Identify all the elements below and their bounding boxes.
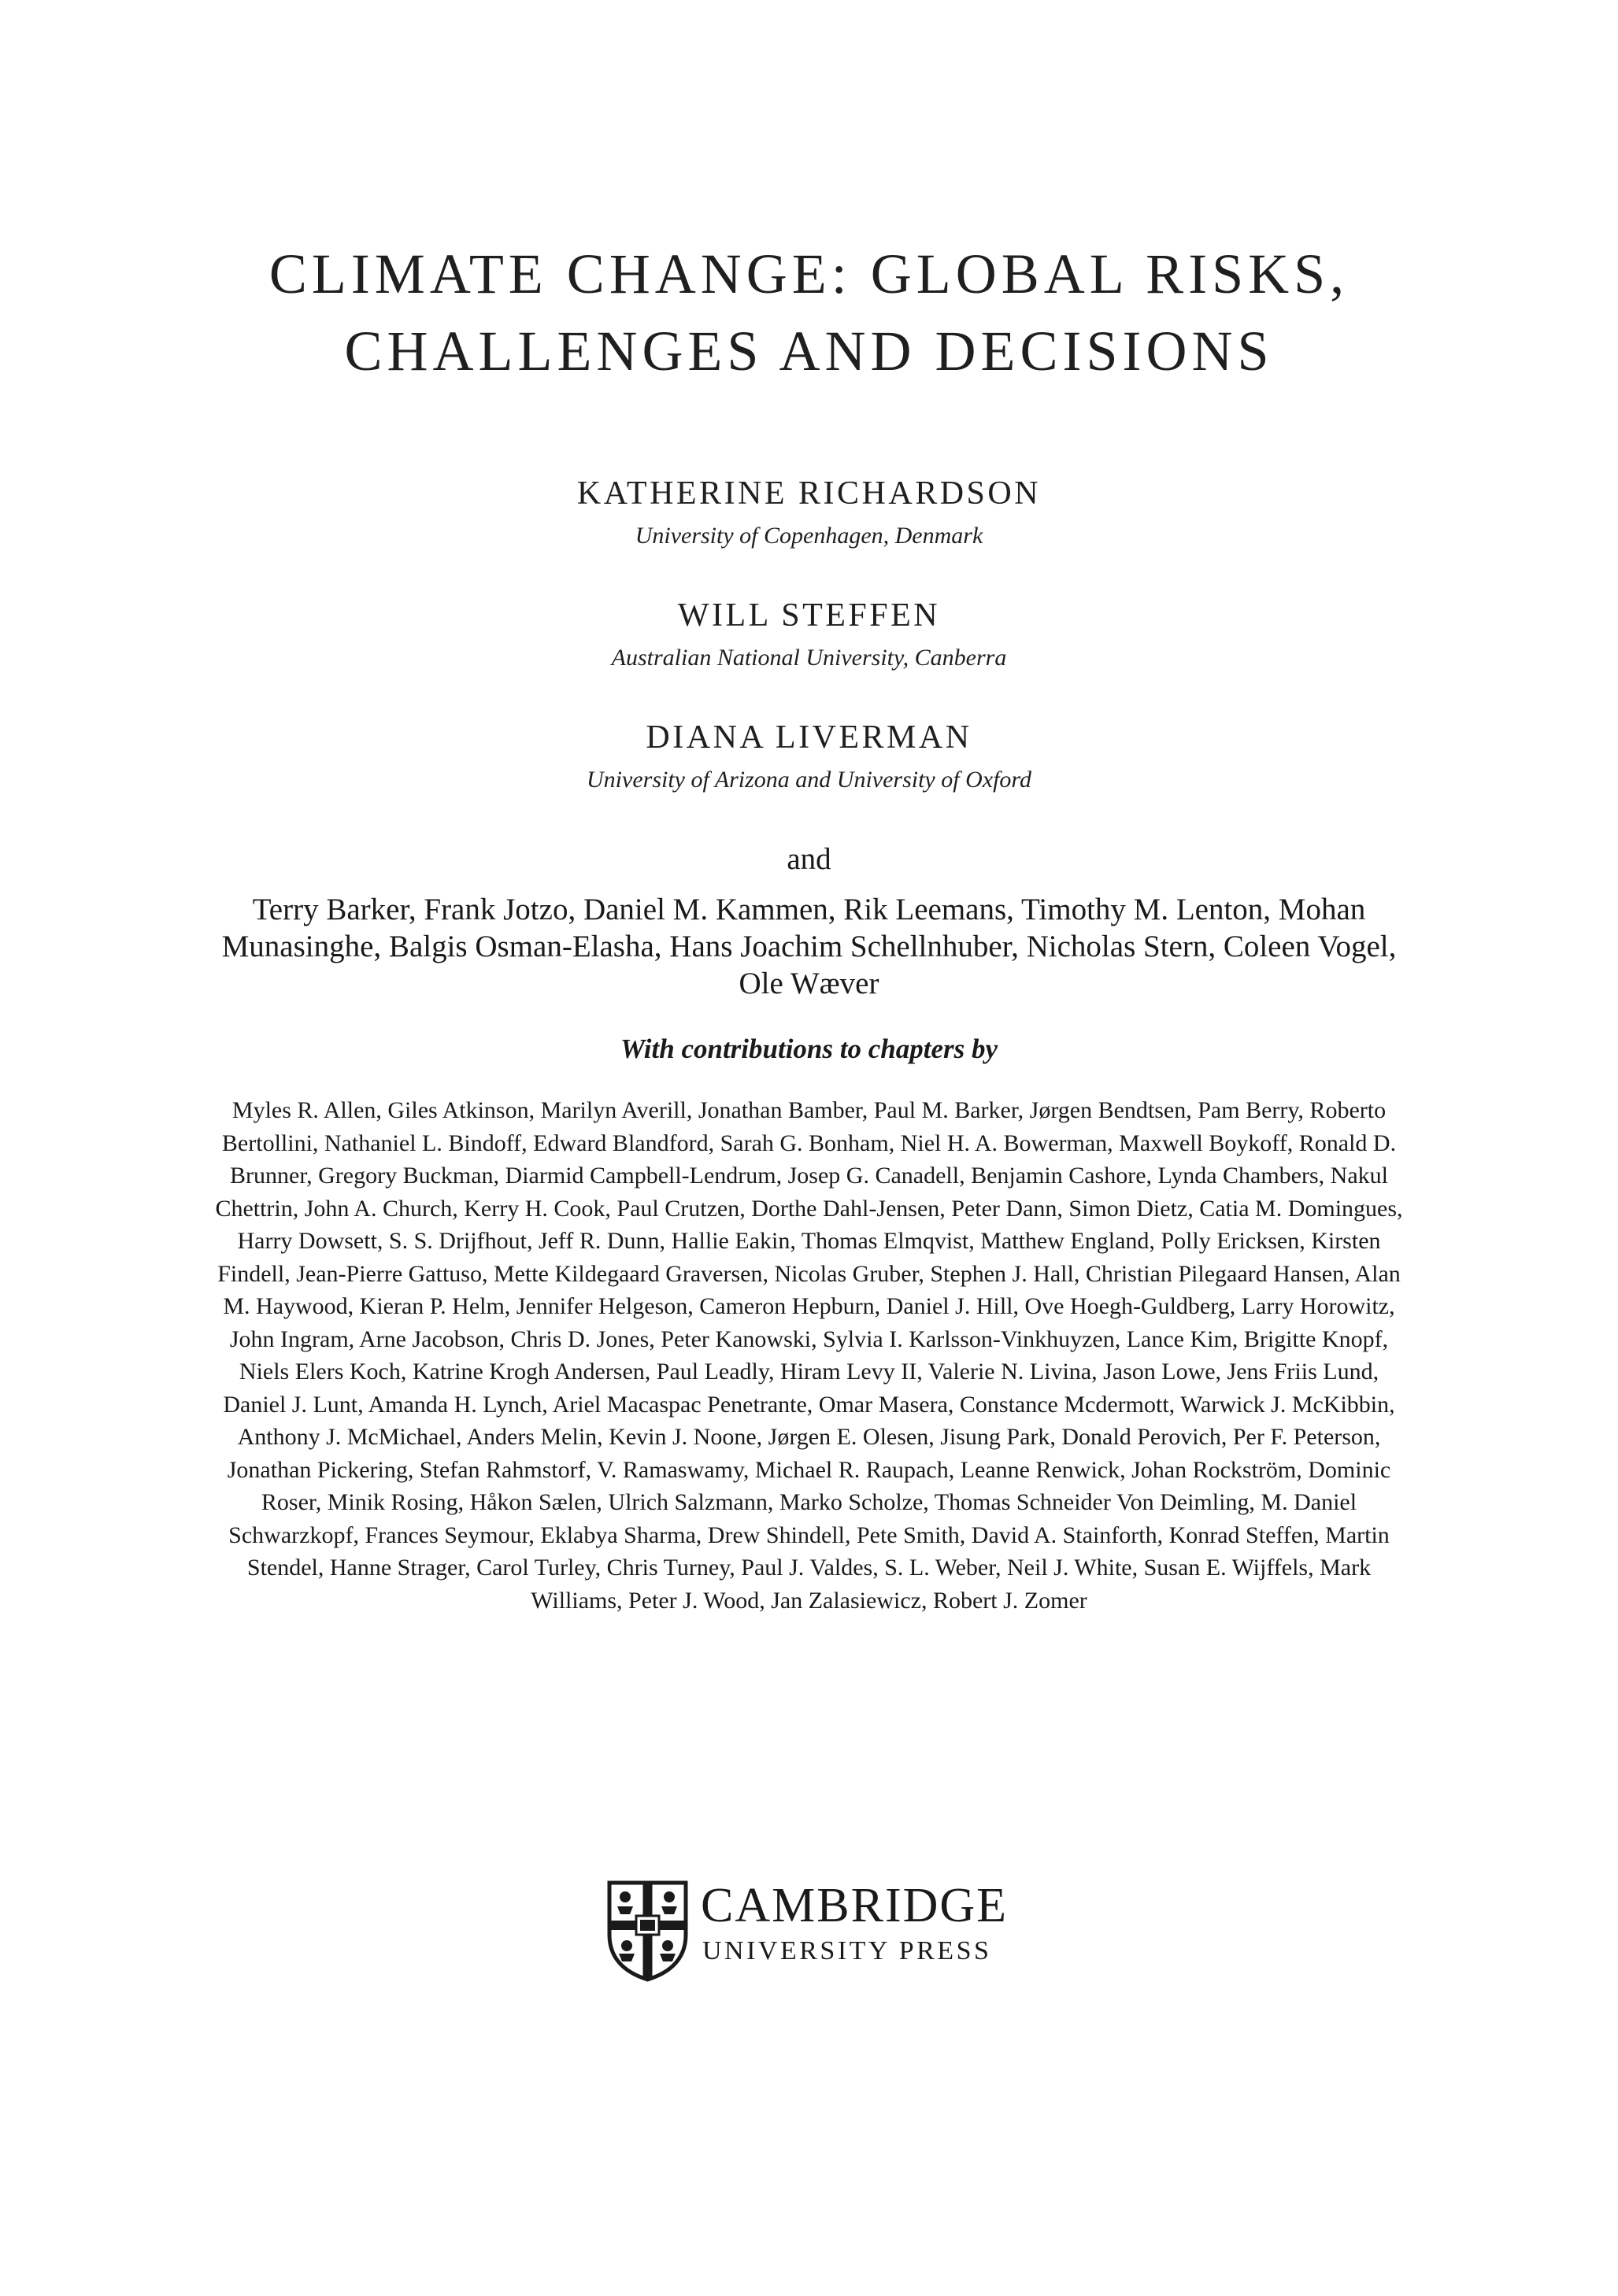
and-separator: and [787,842,831,876]
book-title-line-1: CLIMATE CHANGE: GLOBAL RISKS, [268,242,1350,305]
cambridge-shield-icon [606,1880,689,1982]
publisher-name: CAMBRIDGE [701,1879,1009,1932]
contributions-heading: With contributions to chapters by [620,1033,998,1064]
publisher-logo [606,1880,1016,1990]
author-name: WILL STEFFEN [677,597,941,634]
author-affiliation: University of Copenhagen, Denmark [635,523,983,549]
coauthor-list: Terry Barker, Frank Jotzo, Daniel M. Kammen, Rik Leemans, Timothy M. Lenton, Mohan Munasinghe, Balgis Osman-Elasha, Hans Joachim Schellnhuber, Nicholas Stern, Coleen Vogel, Ole Wæver [221,893,1397,1000]
contributor-list: Myles R. Allen, Giles Atkinson, Marilyn Averill, Jonathan Bamber, Paul M. Barker, Jørgen Bendtsen, Pam Berry, Roberto Bertollini, Nathaniel L. Bindoff, Edward Blandford, Sarah G. Bonham, Niel H. A. Bowerman, Maxwell Boykoff, Ronald D. Brunner, Gregory Buckman, Diarmid Campbell-Lendrum, Josep G. Canadell, Benjamin Cashore, Lynda Chambers, Nakul Chettrin, John A. Church, Kerry H. Cook, Paul Crutzen, Dorthe Dahl-Jensen, Peter Dann, Simon Dietz, Catia M. Domingues, Harry Dowsett, S. S. Drijfhout, Jeff R. Dunn, Hallie Eakin, Thomas Elmqvist, Matthew England, Polly Ericksen, Kirsten Findell, Jean-Pierre Gattuso, Mette Kildegaard Graversen, Nicolas Gruber, Stephen J. Hall, Christian Pilegaard Hansen, Alan M. Haywood, Kieran P. Helm, Jennifer Helgeson, Cameron Hepburn, Daniel J. Hill, Ove Hoegh-Guldberg, Larry Horowitz, John Ingram, Arne Jacobson, Chris D. Jones, Peter Kanowski, Sylvia I. Karlsson-Vinkhuyzen, Lance Kim, Brigitte Knopf, Niels Elers Koch, Katrine Krogh Andersen, Paul Leadly, Hiram Levy II, Valerie N. Livina, Jason Lowe, Jens Friis Lund, Daniel J. Lunt, Amanda H. Lynch, Ariel Macaspac Penetrante, Omar Masera, Constance Mcdermott, Warwick J. McKibbin, Anthony J. McMichael, Anders Melin, Kevin J. Noone, Jørgen E. Olesen, Jisung Park, Donald Perovich, Per F. Peterson, Jonathan Pickering, Stefan Rahmstorf, V. Ramaswamy, Michael R. Raupach, Leanne Renwick, Johan Rockström, Dominic Roser, Minik Rosing, Håkon Sælen, Ulrich Salzmann, Marko Scholze, Thomas Schneider Von Deimling, M. Daniel Schwarzkopf, Frances Seymour, Eklabya Sharma, Drew Shindell, Pete Smith, David A. Stainforth, Konrad Steffen, Martin Stendel, Hanne Strager, Carol Turley, Chris Turney, Paul J. Valdes, S. L. Weber, Neil J. White, Susan E. Wijffels, Mark Williams, Peter J. Wood, Jan Zalasiewicz, Robert J. Zomer [215,1097,1403,1614]
author-name: KATHERINE RICHARDSON [576,475,1042,512]
author-affiliation: Australian National University, Canberra [611,645,1007,671]
author-affiliation: University of Arizona and University of Oxford [587,767,1031,793]
book-title-line-2: CHALLENGES AND DECISIONS [344,320,1274,383]
author-name: DIANA LIVERMAN [646,719,972,756]
publisher-subtitle: UNIVERSITY PRESS [702,1936,992,1965]
